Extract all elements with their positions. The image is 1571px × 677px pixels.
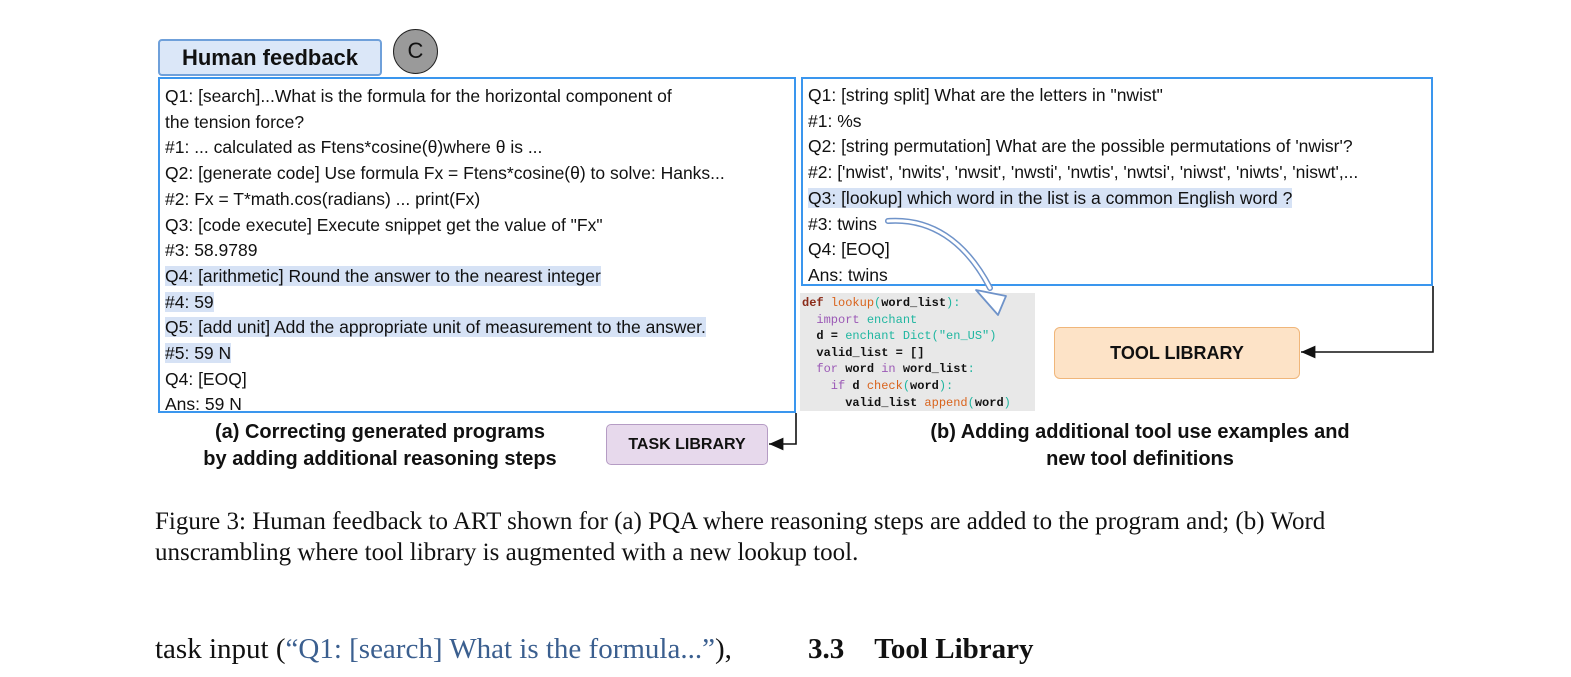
line-text: #2: ['nwist', 'nwits', 'nwsit', 'nwsti', 'nwtis', 'nwtsi', 'niwst', 'niwts', 'niswt',... xyxy=(808,162,1359,183)
code-check-close: ): xyxy=(938,378,954,393)
line-text: Q2: [generate code] Use formula Fx = Ftens*cosine(θ) to solve: Hanks... xyxy=(165,163,725,184)
line-text: Ans: twins xyxy=(808,264,888,285)
section-heading xyxy=(808,632,1034,666)
line-text: Q4: [EOQ] xyxy=(165,368,247,389)
task-input-suffix: ), xyxy=(714,633,732,665)
code-word-list: word_list xyxy=(902,362,968,377)
code-check-arg: word xyxy=(910,378,939,393)
line-text: the tension force? xyxy=(165,111,305,132)
line-text: Ans: 59 N xyxy=(165,394,242,415)
subcaption-a-line1: (a) Correcting generated programs xyxy=(214,421,546,443)
code-for-keyword: for xyxy=(802,362,846,377)
line-text: #1: %s xyxy=(808,110,862,131)
line-text: Q2: [string permutation] What are the possible permutations of 'nwisr'? xyxy=(808,136,1353,157)
highlighted-line-text: Q4: [arithmetic] Round the answer to the nearest integer xyxy=(165,265,601,286)
code-append: append xyxy=(924,395,968,410)
tool-library-box: TOOL LIBRARY xyxy=(1054,327,1300,379)
curved-arrow-head xyxy=(976,290,1006,315)
code-dict-call: enchant Dict("en_US") xyxy=(845,329,997,344)
code-append-open: ( xyxy=(967,395,975,410)
task-input-quote-link[interactable]: “Q1: [search] What is the formula...” xyxy=(285,633,715,665)
code-function-name: lookup xyxy=(830,296,875,310)
code-arg: word_list xyxy=(881,296,947,310)
code-check: check xyxy=(866,378,903,393)
section-title: Tool Library xyxy=(874,633,1034,665)
line-text: #3: twins xyxy=(808,213,878,234)
highlighted-line-text: Q3: [lookup] which word in the list is a common English word ? xyxy=(808,187,1293,208)
code-valid-list: valid_list = [] xyxy=(802,345,925,360)
circle-c-badge: C xyxy=(393,29,438,74)
code-assign: d = xyxy=(802,329,846,344)
code-check-open: ( xyxy=(902,378,911,393)
line-text: #1: ... calculated as Ftens*cosine(θ)where θ is ... xyxy=(165,137,543,158)
arrow-to-task-library xyxy=(769,413,796,444)
subcaption-b-line1: (b) Adding additional tool use examples and xyxy=(930,421,1350,443)
line-text: Q1: [search]...What is the formula for the horizontal component of xyxy=(165,86,672,106)
line-text: Q3: [code execute] Execute snippet get the value of "Fx" xyxy=(165,214,603,235)
line-text: Q4: [EOQ] xyxy=(808,239,890,260)
code-import-keyword: import xyxy=(802,312,867,327)
subcaption-b-line2: new tool definitions xyxy=(1046,448,1234,470)
line-text: #3: 58.9789 xyxy=(165,240,258,261)
bottom-text-line xyxy=(155,632,732,666)
code-word: word xyxy=(845,362,882,377)
code-paren: ( xyxy=(874,296,882,310)
code-paren-close: ): xyxy=(946,296,961,310)
section-number: 3.3 xyxy=(808,633,845,665)
code-append-arg: word xyxy=(974,395,1004,410)
highlighted-line-text: #5: 59 N xyxy=(165,343,232,363)
arrow-to-tool-library xyxy=(1301,286,1433,352)
code-in-keyword: in xyxy=(881,362,903,377)
human-feedback-label: Human feedback xyxy=(158,39,382,76)
line-text: Q1: [string split] What are the letters in "nwist" xyxy=(808,85,1163,105)
subcaption-b xyxy=(875,419,1405,473)
line-text: #2: Fx = T*math.cos(radians) ... print(Fx) xyxy=(165,188,481,209)
task-library-box: TASK LIBRARY xyxy=(606,424,768,465)
code-module: enchant xyxy=(866,312,918,327)
highlighted-line-text: #4: 59 xyxy=(165,291,214,312)
highlighted-line-text: Q5: [add unit] Add the appropriate unit of measurement to the answer. xyxy=(165,317,706,338)
code-def-keyword: def xyxy=(802,296,831,310)
code-colon: : xyxy=(967,362,975,377)
figure-caption: Figure 3: Human feedback to ART shown for (a) PQA where reasoning steps are added to the program and; (b) Word unscrambling where tool library is augmented with a new lookup tool. xyxy=(155,508,1326,566)
code-valid-list-call: valid_list xyxy=(802,395,925,410)
task-input-prefix: task input ( xyxy=(155,633,286,665)
subcaption-a xyxy=(165,419,595,473)
code-if-keyword: if xyxy=(802,378,853,393)
code-d: d xyxy=(852,378,867,393)
code-append-close: ) xyxy=(1003,395,1011,410)
subcaption-a-line2: by adding additional reasoning steps xyxy=(203,448,557,470)
